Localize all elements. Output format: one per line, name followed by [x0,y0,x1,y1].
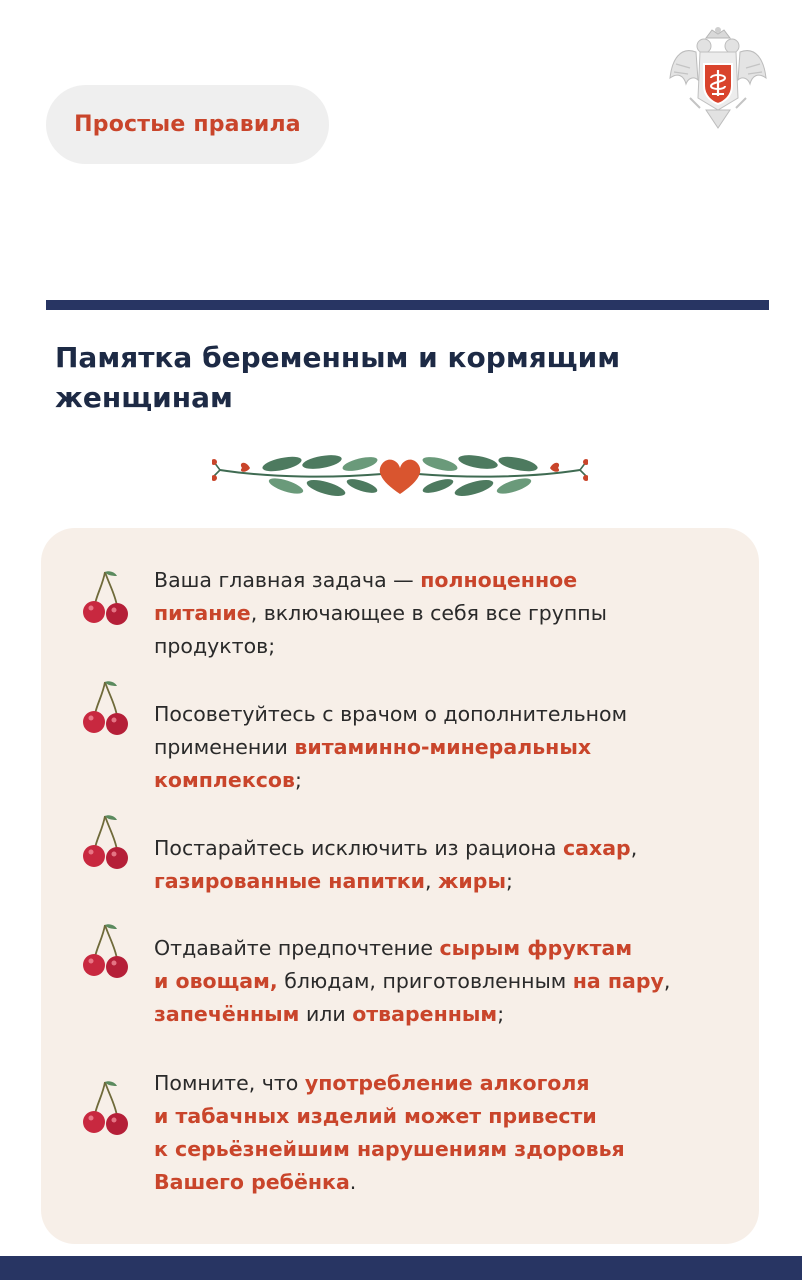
text-run: Посоветуйтесь с врачом о дополнительном [154,702,628,726]
cherry-icon [81,680,131,738]
highlight-run: запечённым [154,1002,300,1026]
cherry-icon [81,814,131,872]
text-run: , [424,869,439,893]
list-item-text [154,698,744,797]
highlight-run: сырым фруктам [439,936,633,960]
cherry-icon [81,923,131,981]
highlight-run: к серьёзнейшим нарушениям здоровья [154,1137,625,1161]
text-run: Отдавайте предпочтение [154,936,440,960]
top-divider [46,300,769,310]
ministry-emblem-icon [666,24,770,134]
list-item-text [154,1067,744,1199]
list-item-text [154,832,744,898]
text-run: Ваша главная задача — [154,568,421,592]
page-title-line-1: Памятка беременным и кормящим [55,341,621,374]
section-badge-label: Простые правила [74,112,301,137]
text-run: , [663,969,671,993]
highlight-run: употребление алкоголя [304,1071,590,1095]
list-item-text [154,564,744,663]
highlight-run: газированные напитки [154,869,425,893]
text-run: продуктов; [154,634,276,658]
highlight-run: питание [154,601,251,625]
text-run: ; [497,1002,505,1026]
text-run: ; [506,869,513,893]
highlight-run: жиры [438,869,507,893]
highlight-run: и овощам, [154,969,278,993]
cherry-icon [81,570,131,628]
highlight-run: сахар [562,836,631,860]
cherry-icon [81,1080,131,1138]
text-run: . [349,1170,357,1194]
text-run: применении [154,735,295,759]
highlight-run: комплексов [154,768,295,792]
text-run: Помните, что [154,1071,305,1095]
highlight-run: на пару [572,969,664,993]
text-run: , [630,836,638,860]
text-run: ; [294,768,302,792]
highlight-run: Вашего ребёнка [154,1170,350,1194]
page-title [55,338,755,418]
text-run: , включающее в себя все группы [250,601,607,625]
section-badge [46,85,329,164]
page-title-line-2: женщинам [55,381,233,414]
text-run: Постарайтесь исключить из рациона [154,836,563,860]
highlight-run: и табачных изделий может привести [154,1104,597,1128]
bottom-bar [0,1256,802,1280]
text-run: или [299,1002,353,1026]
highlight-run: полноценное [420,568,578,592]
highlight-run: отваренным [352,1002,498,1026]
floral-heart-ornament-icon [212,448,588,504]
recommendations-card [41,528,759,1244]
text-run: блюдам, приготовленным [277,969,573,993]
highlight-run: витаминно-минеральных [294,735,592,759]
list-item-text [154,932,744,1031]
